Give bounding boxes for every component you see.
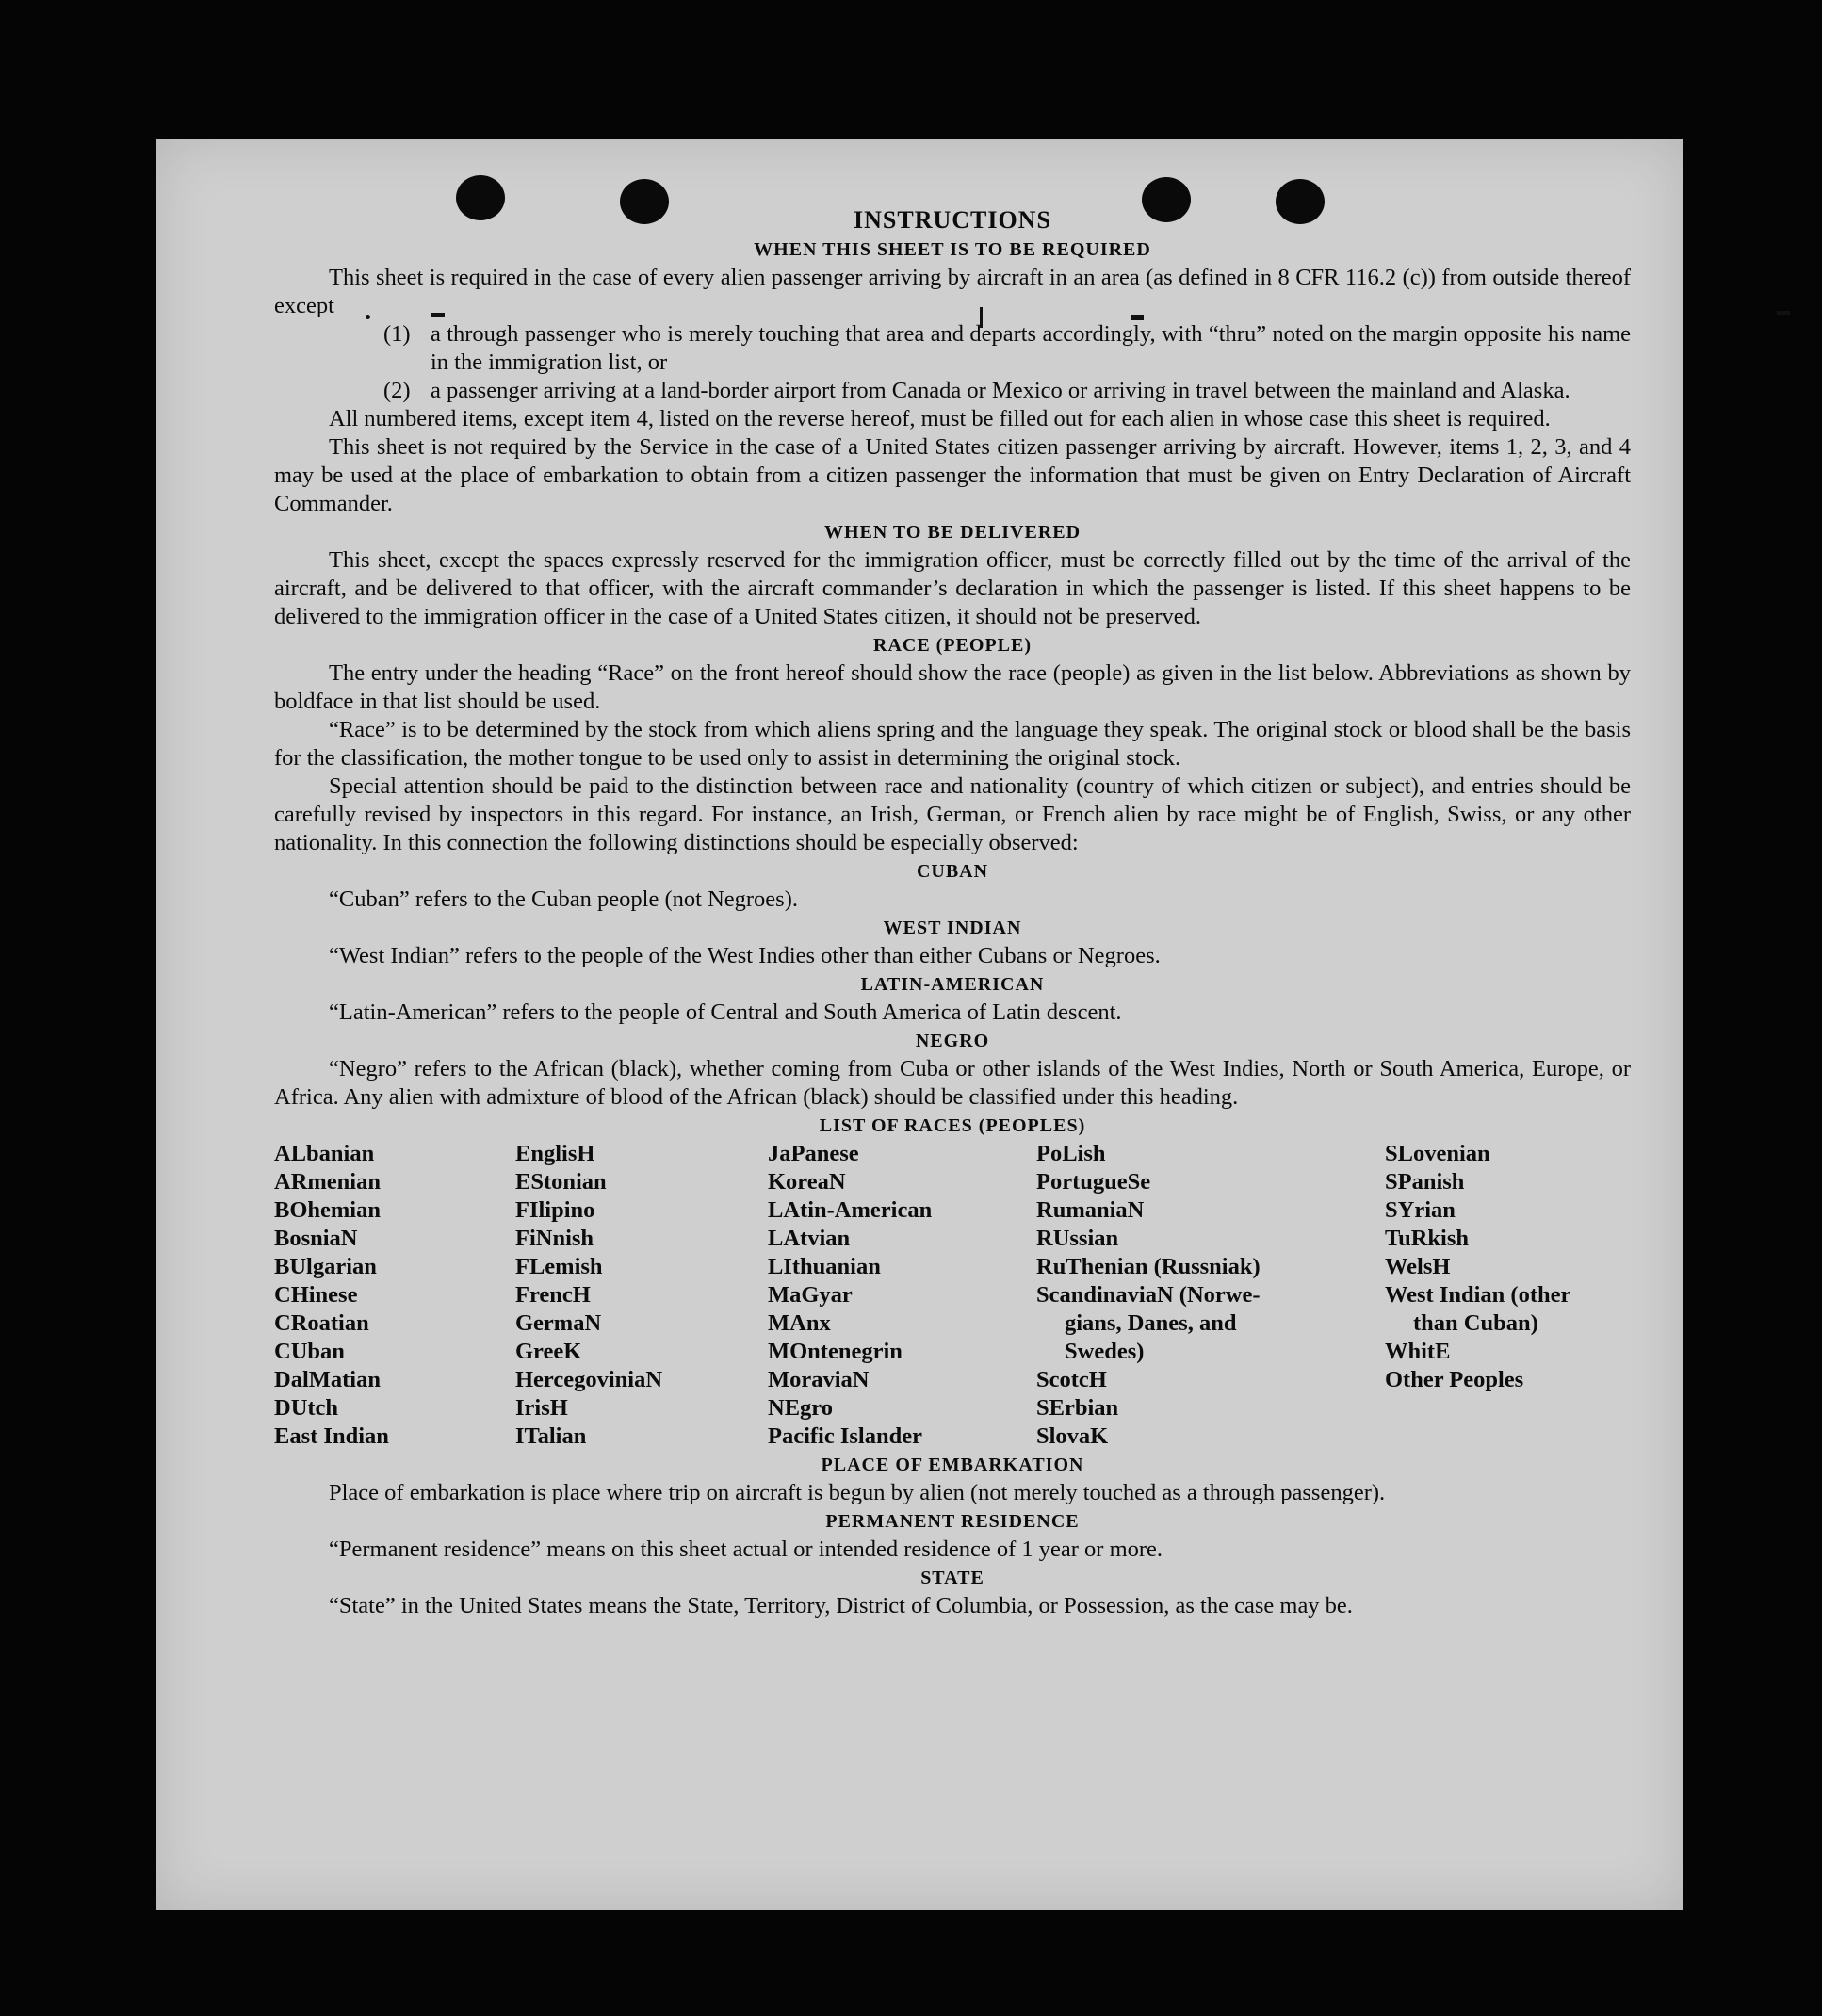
paragraph: This sheet is not required by the Service in the case of a United States citizen passenger arriving by aircraft. However, items 1, 2, 3, and 4 may be used at the place of embarkation to obtain from a citizen passenger the information that must be given on Entry Declaration of Aircraft Commander. xyxy=(274,434,1631,516)
race-entry: CHinese xyxy=(274,1282,358,1308)
list-item xyxy=(274,320,1631,377)
paragraph: All numbered items, except item 4, listed on the reverse hereof, must be filled out for each alien in whose case this sheet is required. xyxy=(329,406,1551,431)
races-column xyxy=(1036,1140,1385,1451)
races-table xyxy=(274,1140,1631,1451)
races-column xyxy=(515,1140,768,1451)
paragraph: “State” in the United States means the State, Territory, District of Columbia, or Possession, as the case may be. xyxy=(329,1593,1353,1618)
race-entry: Pacific Islander xyxy=(768,1423,922,1449)
race-entry: SPanish xyxy=(1385,1169,1465,1195)
speck xyxy=(1777,311,1790,315)
instructions-text xyxy=(274,205,1631,1620)
paragraph: This sheet, except the spaces expressly reserved for the immigration officer, must be correctly filled out by the time of the arrival of the aircraft, and be delivered to that officer, with the aircraft commander’s declaration in which the passenger is listed. If this sheet happens to be delivered to the immigration officer in the case of a United States citizen, it should not be preserved. xyxy=(274,547,1631,629)
race-entry: ALbanian xyxy=(274,1141,375,1166)
race-entry: BUlgarian xyxy=(274,1254,377,1279)
race-entry: ARmenian xyxy=(274,1169,381,1195)
section-heading-list-of-races: LIST OF RACES (PEOPLES) xyxy=(819,1115,1086,1136)
race-entry: WhitE xyxy=(1385,1339,1451,1364)
section-heading-west-indian: WEST INDIAN xyxy=(883,918,1022,938)
section-heading-embarkation: PLACE OF EMBARKATION xyxy=(821,1455,1084,1475)
race-entry: TuRkish xyxy=(1385,1226,1470,1251)
item-text: a passenger arriving at a land-border airport from Canada or Mexico or arriving in travel between the mainland and Alaska. xyxy=(431,378,1570,403)
race-entry: PoLish xyxy=(1036,1141,1106,1166)
race-entry: HercegoviniaN xyxy=(515,1367,663,1392)
race-entry: BOhemian xyxy=(274,1197,381,1223)
race-entry: DalMatian xyxy=(274,1367,381,1392)
race-entry: IrisH xyxy=(515,1395,568,1421)
race-entry: KoreaN xyxy=(768,1169,846,1195)
race-entry: SYrian xyxy=(1385,1197,1456,1223)
paragraph: This sheet is required in the case of every alien passenger arriving by aircraft in an area (as defined in 8 CFR 116.2 (c)) from outside thereof except xyxy=(274,265,1631,318)
race-entry: FLemish xyxy=(515,1254,603,1279)
race-entry: MoraviaN xyxy=(768,1367,870,1392)
section-heading-negro: NEGRO xyxy=(915,1031,990,1051)
race-entry: NEgro xyxy=(768,1395,833,1421)
document-sheet xyxy=(156,139,1683,1910)
race-entry: RuThenian (Russniak) xyxy=(1036,1254,1261,1279)
race-entry: GermaN xyxy=(515,1310,602,1336)
list-item xyxy=(274,377,1631,405)
race-entry: WelsH xyxy=(1385,1254,1451,1279)
races-column xyxy=(274,1140,515,1451)
section-heading-latin-american: LATIN-AMERICAN xyxy=(860,974,1045,995)
race-entry: CUban xyxy=(274,1339,345,1364)
races-column xyxy=(768,1140,1036,1451)
race-entry: ITalian xyxy=(515,1423,587,1449)
race-entry: than Cuban) xyxy=(1413,1310,1538,1336)
race-entry: GreeK xyxy=(515,1339,582,1364)
item-number: (1) xyxy=(383,321,411,347)
race-entry: ScotcH xyxy=(1036,1367,1107,1392)
paragraph: Place of embarkation is place where trip on aircraft is begun by alien (not merely touched as a through passenger). xyxy=(329,1480,1386,1505)
section-heading-race: RACE (PEOPLE) xyxy=(873,635,1032,656)
race-entry: FiNnish xyxy=(515,1226,594,1251)
paragraph: “Cuban” refers to the Cuban people (not Negroes). xyxy=(329,886,798,912)
race-entry: FIlipino xyxy=(515,1197,595,1223)
race-entry: SLovenian xyxy=(1385,1141,1490,1166)
race-entry: CRoatian xyxy=(274,1310,369,1336)
race-entry: DUtch xyxy=(274,1395,339,1421)
race-entry: LIthuanian xyxy=(768,1254,881,1279)
race-entry: West Indian (other xyxy=(1385,1282,1571,1308)
paragraph: “Negro” refers to the African (black), whether coming from Cuba or other islands of the West Indies, North or South America, Europe, or Africa. Any alien with admixture of blood of the African (black) should be classified under this heading. xyxy=(274,1056,1631,1110)
paragraph: The entry under the heading “Race” on the front hereof should show the race (people) as given in the list below. Abbreviations as shown by boldface in that list should be used. xyxy=(274,660,1631,714)
race-entry: RumaniaN xyxy=(1036,1197,1145,1223)
race-entry: SlovaK xyxy=(1036,1423,1109,1449)
page-title: INSTRUCTIONS xyxy=(854,206,1051,234)
section-heading-residence: PERMANENT RESIDENCE xyxy=(825,1511,1080,1532)
race-entry: MaGyar xyxy=(768,1282,853,1308)
race-entry: East Indian xyxy=(274,1423,389,1449)
race-entry: Other Peoples xyxy=(1385,1367,1524,1392)
race-entry: ScandinaviaN (Norwe- xyxy=(1036,1282,1261,1308)
race-entry: Swedes) xyxy=(1065,1339,1145,1364)
paragraph: Special attention should be paid to the distinction between race and nationality (country of which citizen or subject), and entries should be carefully revised by inspectors in this regard. For instance, an Irish, German, or French alien by race might be of English, Swiss, or any other nationality. In this connection the following distinctions should be especially observed: xyxy=(274,773,1631,855)
race-entry: SErbian xyxy=(1036,1395,1119,1421)
race-entry: EStonian xyxy=(515,1169,607,1195)
paragraph: “West Indian” refers to the people of the West Indies other than either Cubans or Negroes. xyxy=(329,943,1161,968)
race-entry: gians, Danes, and xyxy=(1065,1310,1237,1336)
section-heading-required: WHEN THIS SHEET IS TO BE REQUIRED xyxy=(754,239,1151,260)
section-heading-delivered: WHEN TO BE DELIVERED xyxy=(823,522,1082,543)
item-number: (2) xyxy=(383,378,411,403)
race-entry: BosniaN xyxy=(274,1226,358,1251)
races-column xyxy=(1385,1140,1631,1451)
race-entry: MAnx xyxy=(768,1310,831,1336)
race-entry: FrencH xyxy=(515,1282,591,1308)
section-heading-state: STATE xyxy=(920,1568,984,1588)
race-entry: EnglisH xyxy=(515,1141,595,1166)
race-entry: LAtvian xyxy=(768,1226,851,1251)
paragraph: “Race” is to be determined by the stock from which aliens spring and the language they speak. The original stock or blood shall be the basis for the classification, the mother tongue to be used only to assist in determining the original stock. xyxy=(274,717,1631,771)
race-entry: RUssian xyxy=(1036,1226,1119,1251)
race-entry: PortugueSe xyxy=(1036,1169,1151,1195)
item-text: a through passenger who is merely touching that area and departs accordingly, with “thru” noted on the margin opposite his name in the immigration list, or xyxy=(431,321,1631,375)
paragraph: “Permanent residence” means on this sheet actual or intended residence of 1 year or more. xyxy=(329,1536,1163,1562)
section-heading-cuban: CUBAN xyxy=(916,861,989,882)
paragraph: “Latin-American” refers to the people of Central and South America of Latin descent. xyxy=(329,1000,1122,1025)
race-entry: LAtin-American xyxy=(768,1197,933,1223)
race-entry: JaPanese xyxy=(768,1141,859,1166)
race-entry: MOntenegrin xyxy=(768,1339,903,1364)
